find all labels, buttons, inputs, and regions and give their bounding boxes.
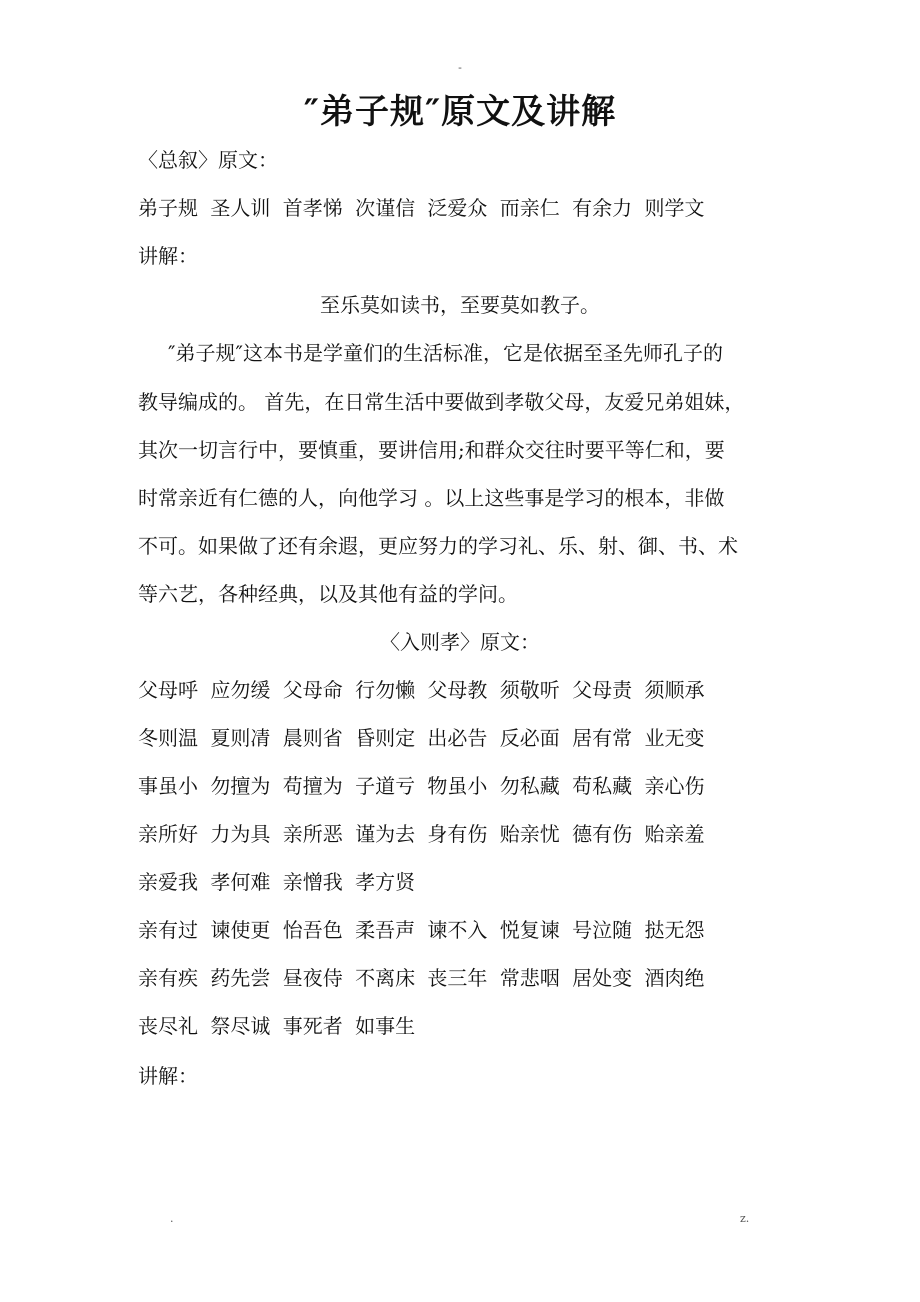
verse-line: 事虽小 勿擅为 苟擅为 子道亏 物虽小 勿私藏 苟私藏 亲心伤	[138, 774, 705, 798]
section-heading-general: 〈总叙〉原文：	[138, 148, 278, 172]
verse-line: 弟子规 圣人训 首孝悌 次谨信 泛爱众 而亲仁 有余力 则学文	[138, 196, 705, 220]
paragraph-line: ″弟子规″这本书是学童们的生活标准，它是依据至圣先师孔子的	[168, 341, 723, 365]
verse-line: 父母呼 应勿缓 父母命 行勿懒 父母教 须敬听 父母责 须顺承	[138, 678, 705, 702]
section-heading-filial: 〈入则孝〉原文：	[380, 630, 540, 654]
footer-right-mark: z.	[740, 1212, 750, 1225]
footer-left-mark: .	[170, 1212, 174, 1225]
document-title: ″弟子规″原文及讲解	[303, 92, 617, 132]
verse-line: 亲有过 谏使更 怡吾色 柔吾声 谏不入 悦复谏 号泣随 挞无怨	[138, 918, 705, 942]
paragraph-line: 等六艺，各种经典，以及其他有益的学问。	[138, 582, 518, 606]
paragraph-line: 教导编成的。 首先，在日常生活中要做到孝敬父母，友爱兄弟姐妹，	[138, 390, 745, 414]
verse-line: 亲所好 力为具 亲所恶 谨为去 身有伤 贻亲忧 德有伤 贻亲羞	[138, 822, 705, 846]
verse-line: 丧尽礼 祭尽诚 事死者 如事生	[138, 1014, 416, 1038]
explain-label: 讲解：	[138, 1064, 198, 1088]
paragraph-line: 时常亲近有仁德的人，向他学习 。以上这些事是学习的根本，非做	[138, 486, 725, 510]
verse-line: 亲有疾 药先尝 昼夜侍 不离床 丧三年 常悲咽 居处变 酒肉绝	[138, 966, 705, 990]
verse-line: 亲爱我 孝何难 亲憎我 孝方贤	[138, 870, 416, 894]
paragraph-line: 其次一切言行中，要慎重，要讲信用;和群众交往时要平等仁和，要	[138, 438, 725, 462]
explain-label: 讲解：	[138, 244, 198, 268]
header-mark: -	[458, 61, 462, 74]
paragraph-line: 不可。如果做了还有余遐，更应努力的学习礼、乐、射、御、书、术	[138, 534, 738, 558]
verse-line: 冬则温 夏则凊 晨则省 昏则定 出必告 反必面 居有常 业无变	[138, 726, 705, 750]
motto-line: 至乐莫如读书，至要莫如教子。	[320, 293, 600, 317]
